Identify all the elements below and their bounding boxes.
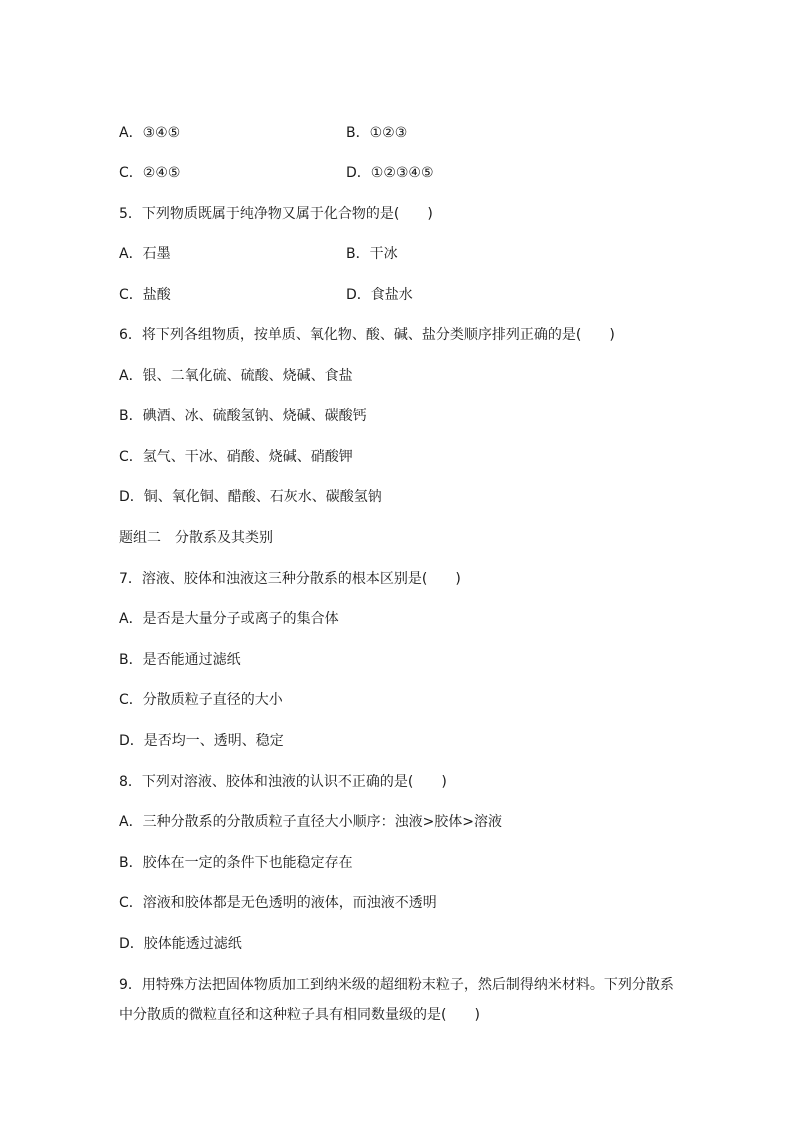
q5-stem: 5．下列物质既属于纯净物又属于化合物的是( ): [119, 206, 433, 222]
q7-option-b: B．是否能通过滤纸: [119, 652, 241, 668]
q7-option-d: D．是否均一、透明、稳定: [119, 733, 284, 749]
q5-option-a: A．石墨: [119, 246, 171, 262]
q7-option-a: A．是否是大量分子或离子的集合体: [119, 611, 339, 627]
q5-option-d: D．食盐水: [346, 287, 413, 303]
q5-option-c: C．盐酸: [119, 287, 171, 303]
q8-option-c: C．溶液和胶体都是无色透明的液体，而浊液不透明: [119, 895, 437, 911]
q6-option-b: B．碘酒、冰、硫酸氢钠、烧碱、碳酸钙: [119, 408, 367, 424]
q8-option-d: D．胶体能透过滤纸: [119, 936, 242, 952]
section-title: 题组二 分散系及其类别: [119, 530, 273, 546]
q9-stem: 9．用特殊方法把固体物质加工到纳米级的超细粉末粒子，然后制得纳米材料。下列分散系中分散质的微粒直径和这种粒子具有相同数量级的是( ): [119, 977, 674, 1023]
q4-option-b: B．①②③: [346, 125, 408, 141]
q4-option-c: C．②④⑤: [119, 165, 181, 181]
q8-stem: 8．下列对溶液、胶体和浊液的认识不正确的是( ): [119, 774, 447, 790]
q8-option-b: B．胶体在一定的条件下也能稳定存在: [119, 855, 353, 871]
q7-option-c: C．分散质粒子直径的大小: [119, 692, 283, 708]
q6-option-d: D．铜、氧化铜、醋酸、石灰水、碳酸氢钠: [119, 489, 382, 505]
q6-stem: 6．将下列各组物质，按单质、氧化物、酸、碱、盐分类顺序排列正确的是( ): [119, 327, 615, 343]
q6-option-a: A．银、二氧化硫、硫酸、烧碱、食盐: [119, 368, 353, 384]
q5-option-b: B．干冰: [346, 246, 398, 262]
q6-option-c: C．氢气、干冰、硝酸、烧碱、硝酸钾: [119, 449, 353, 465]
q4-option-d: D．①②③④⑤: [346, 165, 434, 181]
q4-option-a: A．③④⑤: [119, 125, 181, 141]
q7-stem: 7．溶液、胶体和浊液这三种分散系的根本区别是( ): [119, 571, 461, 587]
q8-option-a: A．三种分散系的分散质粒子直径大小顺序：浊液>胶体>溶液: [119, 814, 503, 830]
